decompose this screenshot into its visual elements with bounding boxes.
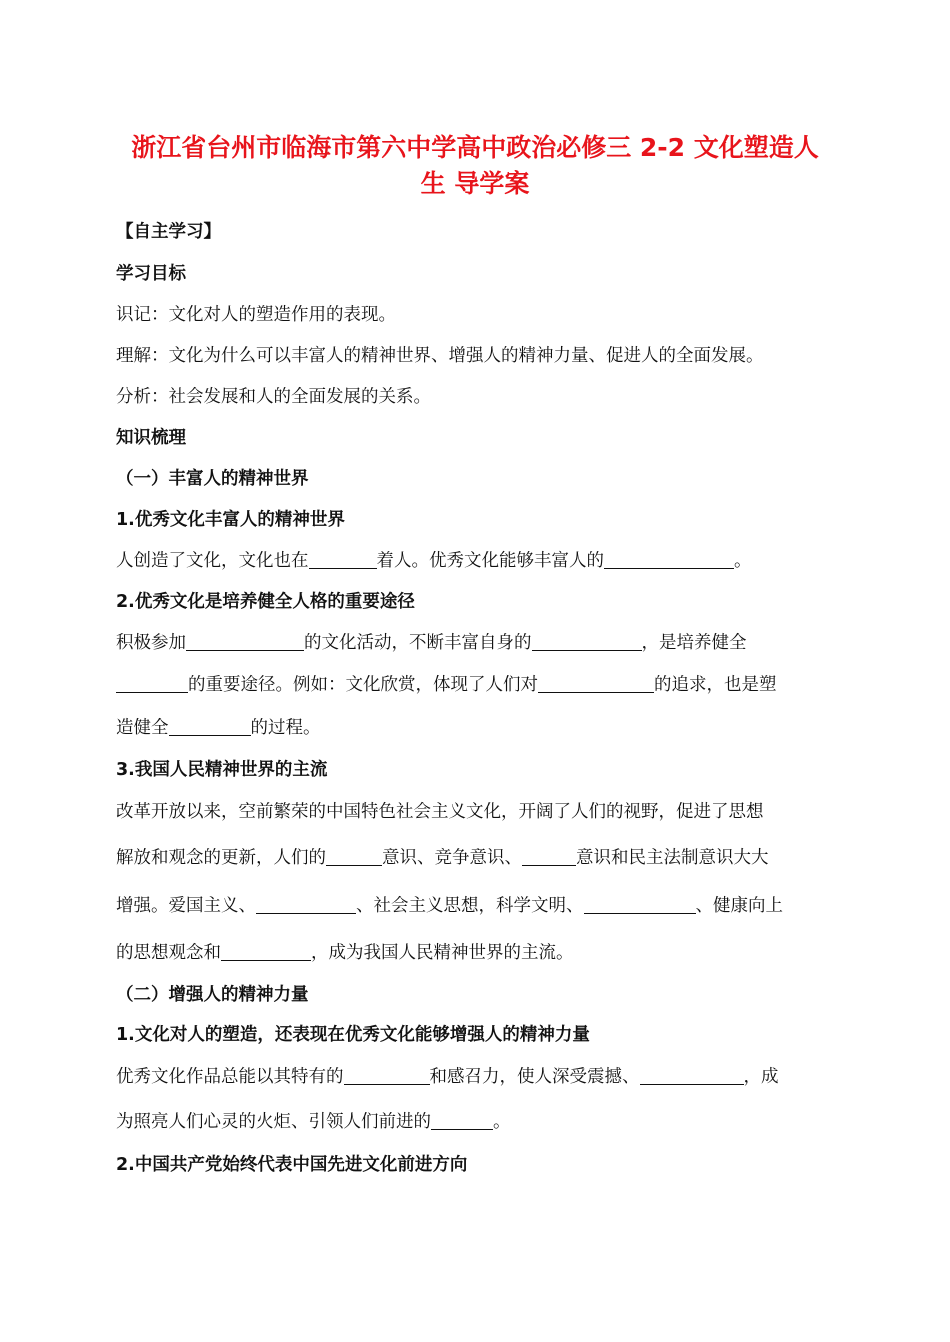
p1-1-text: 人创造了文化，文化也在 着人。优秀文化能够丰富人的 。 [116,551,752,571]
p1-2-text-line1: 积极参加 的文化活动，不断丰富自身的 ，是培养健全 [116,633,747,653]
p1-3-text-line3: 增强。爱国主义、 、社会主义思想，科学文明、 、健康向上 [116,896,783,916]
p1-3-heading: 3.我国人民精神世界的主流 [116,760,328,780]
fill-blank[interactable] [640,1067,744,1085]
fill-blank[interactable] [186,633,304,651]
goal-analyze: 分析：社会发展和人的全面发展的关系。 [116,387,431,407]
fill-blank[interactable] [326,848,382,866]
self-study-heading: 【自主学习】 [116,222,221,242]
p1-3-text-line1: 改革开放以来，空前繁荣的中国特色社会主义文化，开阔了人们的视野，促进了思想 [116,802,764,822]
p1-1-heading: 1.优秀文化丰富人的精神世界 [116,510,345,530]
p1-3-text-line4: 的思想观念和 ，成为我国人民精神世界的主流。 [116,943,574,963]
fill-blank[interactable] [169,718,251,736]
fill-blank[interactable] [221,943,311,961]
fill-blank[interactable] [538,675,654,693]
p2-1-heading: 1.文化对人的塑造，还表现在优秀文化能够增强人的精神力量 [116,1025,590,1045]
fill-blank[interactable] [584,896,696,914]
p1-2-heading: 2.优秀文化是培养健全人格的重要途径 [116,592,415,612]
goal-recall: 识记：文化对人的塑造作用的表现。 [116,305,396,325]
goal-understand: 理解：文化为什么可以丰富人的精神世界、增强人的精神力量、促进人的全面发展。 [116,346,764,366]
title-line-2: 生 导学案 [420,169,530,198]
fill-blank[interactable] [532,633,642,651]
p2-1-text-line1: 优秀文化作品总能以其特有的 和感召力，使人深受震撼、 ，成 [116,1067,779,1087]
part1-heading: （一）丰富人的精神世界 [116,469,309,489]
fill-blank[interactable] [256,896,356,914]
part2-heading: （二）增强人的精神力量 [116,985,309,1005]
p2-2-heading: 2.中国共产党始终代表中国先进文化前进方向 [116,1155,468,1175]
p1-2-text-line3: 造健全 的过程。 [116,718,321,738]
fill-blank[interactable] [309,551,377,569]
fill-blank[interactable] [522,848,576,866]
p1-2-text-line2: 的重要途径。例如：文化欣赏，体现了人们对 的追求，也是塑 [116,673,838,697]
fill-blank[interactable] [116,675,188,693]
fill-blank[interactable] [604,551,734,569]
fill-blank[interactable] [344,1067,430,1085]
knowledge-heading: 知识梳理 [116,428,186,448]
p2-1-text-line2: 为照亮人们心灵的火炬、引领人们前进的 。 [116,1112,511,1132]
p1-3-text-line2: 解放和观念的更新，人们的 意识、竞争意识、 意识和民主法制意识大大 [116,848,769,868]
fill-blank[interactable] [431,1112,493,1130]
goals-heading: 学习目标 [116,264,186,284]
document-title [100,130,850,202]
title-line-1: 浙江省台州市临海市第六中学高中政治必修三 2-2 文化塑造人 [131,133,819,162]
